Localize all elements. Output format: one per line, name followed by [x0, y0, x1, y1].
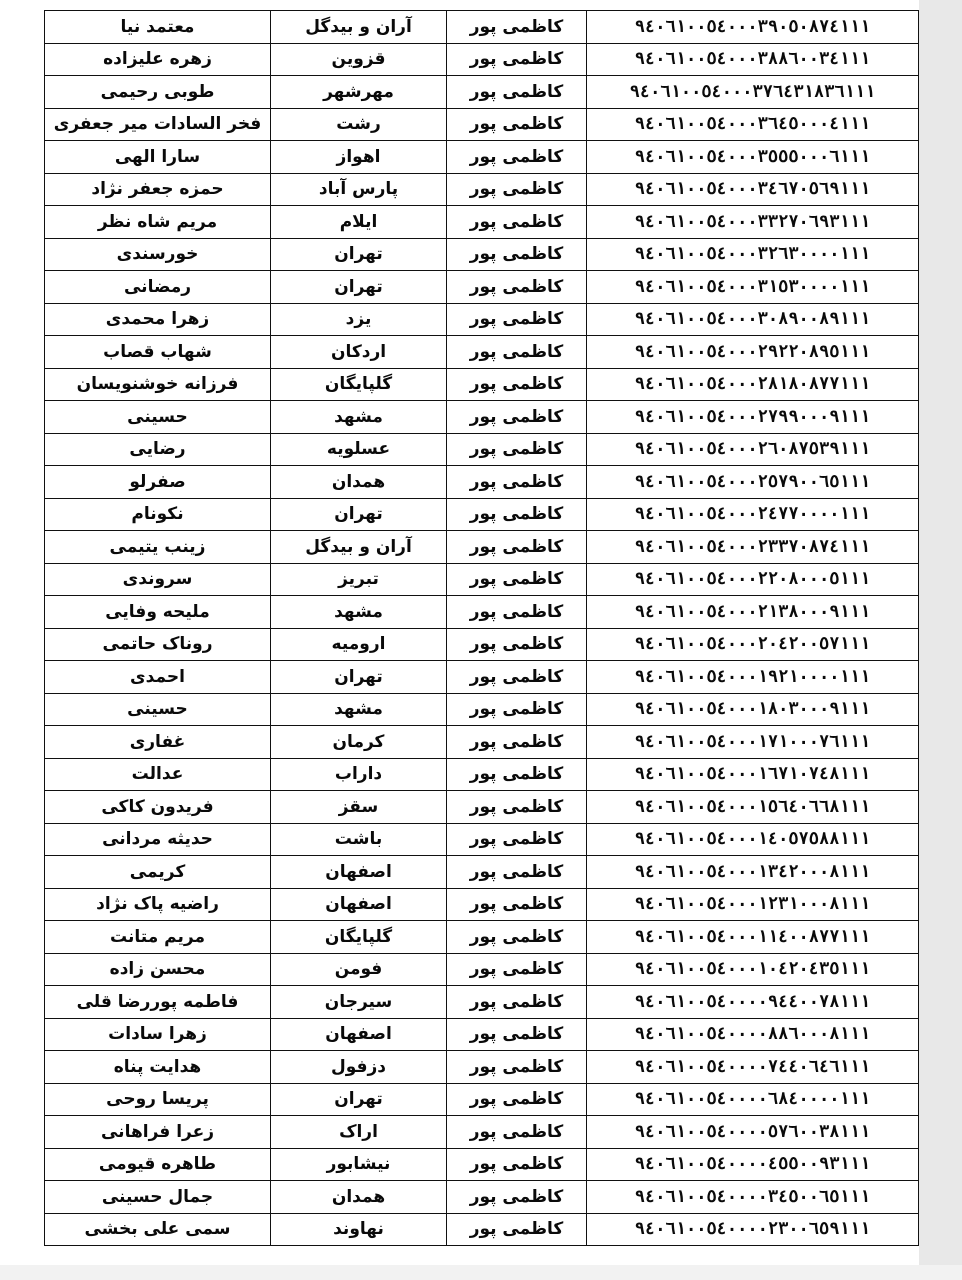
name-cell: هدایت پناه: [45, 1051, 271, 1084]
agent-cell: کاظمی پور: [447, 1181, 587, 1214]
code-cell: ۹٤۰٦۱۰۰٥٤۰۰۰۳۷٦٤۳۱۸۳٦۱۱۱: [587, 76, 919, 109]
table-row: [45, 1083, 919, 1116]
name-cell: رمضانی: [45, 271, 271, 304]
name-cell: فاطمه پوررضا قلی: [45, 986, 271, 1019]
agent-cell: کاظمی پور: [447, 141, 587, 174]
agent-cell: کاظمی پور: [447, 466, 587, 499]
code-cell: ۹٤۰٦۱۰۰٥٤۰۰۰۰٤٥٥۰۰۹۳۱۱۱: [587, 1148, 919, 1181]
table-row: [45, 401, 919, 434]
agent-cell: کاظمی پور: [447, 11, 587, 44]
agent-cell: کاظمی پور: [447, 791, 587, 824]
table-body: [45, 11, 919, 1246]
table-row: [45, 1213, 919, 1246]
table-row: [45, 108, 919, 141]
city-cell: گلپایگان: [271, 921, 447, 954]
name-cell: طوبی رحیمی: [45, 76, 271, 109]
table-row: [45, 1148, 919, 1181]
city-cell: دزفول: [271, 1051, 447, 1084]
table-row: [45, 206, 919, 239]
agent-cell: کاظمی پور: [447, 433, 587, 466]
city-cell: تبریز: [271, 563, 447, 596]
city-cell: آران و بیدگل: [271, 531, 447, 564]
name-cell: زعرا فراهانی: [45, 1116, 271, 1149]
code-cell: ۹٤۰٦۱۰۰٥٤۰۰۰۰٥۷٦۰۰۳۸۱۱۱: [587, 1116, 919, 1149]
city-cell: مشهد: [271, 596, 447, 629]
agent-cell: کاظمی پور: [447, 238, 587, 271]
name-cell: رضایی: [45, 433, 271, 466]
code-cell: ۹٤۰٦۱۰۰٥٤۰۰۰۲۱۳۸۰۰۰۹۱۱۱: [587, 596, 919, 629]
name-cell: سارا الهی: [45, 141, 271, 174]
city-cell: مهرشهر: [271, 76, 447, 109]
table-row: [45, 661, 919, 694]
agent-cell: کاظمی پور: [447, 76, 587, 109]
name-cell: مریم شاه نظر: [45, 206, 271, 239]
page-bottom-strip: [0, 1265, 962, 1280]
name-cell: نکونام: [45, 498, 271, 531]
name-cell: محسن زاده: [45, 953, 271, 986]
name-cell: زهره علیزاده: [45, 43, 271, 76]
code-cell: ۹٤۰٦۱۰۰٥٤۰۰۰۱۳٤۲۰۰۰۸۱۱۱: [587, 856, 919, 889]
table-row: [45, 271, 919, 304]
code-cell: ۹٤۰٦۱۰۰٥٤۰۰۰۱۷۱۰۰۰۷٦۱۱۱: [587, 726, 919, 759]
name-cell: جمال حسینی: [45, 1181, 271, 1214]
table-row: [45, 141, 919, 174]
city-cell: کرمان: [271, 726, 447, 759]
city-cell: باشت: [271, 823, 447, 856]
table-row: [45, 43, 919, 76]
agent-cell: کاظمی پور: [447, 206, 587, 239]
agent-cell: کاظمی پور: [447, 1018, 587, 1051]
code-cell: ۹٤۰٦۱۰۰٥٤۰۰۰۳۲٦۳۰۰۰۰۱۱۱: [587, 238, 919, 271]
agent-cell: کاظمی پور: [447, 1051, 587, 1084]
city-cell: مشهد: [271, 693, 447, 726]
code-cell: ۹٤۰٦۱۰۰٥٤۰۰۰۲٥۷۹۰۰٦٥۱۱۱: [587, 466, 919, 499]
name-cell: صفرلو: [45, 466, 271, 499]
agent-cell: کاظمی پور: [447, 986, 587, 1019]
code-cell: ۹٤۰٦۱۰۰٥٤۰۰۰۱٤۰٥۷٥۸۸۱۱۱: [587, 823, 919, 856]
name-cell: احمدی: [45, 661, 271, 694]
code-cell: ۹٤۰٦۱۰۰٥٤۰۰۰۱٥٦٤۰٦٦۸۱۱۱: [587, 791, 919, 824]
city-cell: همدان: [271, 466, 447, 499]
city-cell: نیشابور: [271, 1148, 447, 1181]
code-cell: ۹٤۰٦۱۰۰٥٤۰۰۰۲۰٤۲۰۰٥۷۱۱۱: [587, 628, 919, 661]
name-cell: سروندی: [45, 563, 271, 596]
agent-cell: کاظمی پور: [447, 693, 587, 726]
table-row: [45, 726, 919, 759]
code-cell: ۹٤۰٦۱۰۰٥٤۰۰۰۰۳٤٥۰۰٦٥۱۱۱: [587, 1181, 919, 1214]
code-cell: ۹٤۰٦۱۰۰٥٤۰۰۰۳۸۸٦۰۰۳٤۱۱۱: [587, 43, 919, 76]
table-row: [45, 628, 919, 661]
name-cell: سمی علی بخشی: [45, 1213, 271, 1246]
table-row: [45, 173, 919, 206]
code-cell: ۹٤۰٦۱۰۰٥٤۰۰۰۳٦٤٥۰۰۰٤۱۱۱: [587, 108, 919, 141]
code-cell: ۹٤۰٦۱۰۰٥٤۰۰۰۳۱٥۳۰۰۰۰۱۱۱: [587, 271, 919, 304]
code-cell: ۹٤۰٦۱۰۰٥٤۰۰۰۰۲۳۰۰٦٥۹۱۱۱: [587, 1213, 919, 1246]
code-cell: ۹٤۰٦۱۰۰٥٤۰۰۰۰۹٤٤۰۰۷۸۱۱۱: [587, 986, 919, 1019]
code-cell: ۹٤۰٦۱۰۰٥٤۰۰۰۰۷٤٤۰٦٤٦۱۱۱: [587, 1051, 919, 1084]
city-cell: تهران: [271, 271, 447, 304]
table-row: [45, 76, 919, 109]
table-row: [45, 986, 919, 1019]
page-margin-strip: [919, 0, 962, 1265]
code-cell: ۹٤۰٦۱۰۰٥٤۰۰۰۲۲۰۸۰۰۰٥۱۱۱: [587, 563, 919, 596]
name-cell: عدالت: [45, 758, 271, 791]
agent-cell: کاظمی پور: [447, 401, 587, 434]
city-cell: اردکان: [271, 336, 447, 369]
table-row: [45, 921, 919, 954]
agent-cell: کاظمی پور: [447, 303, 587, 336]
code-cell: ۹٤۰٦۱۰۰٥٤۰۰۰۲۸۱۸۰۸۷۷۱۱۱: [587, 368, 919, 401]
city-cell: اراک: [271, 1116, 447, 1149]
code-cell: ۹٤۰٦۱۰۰٥٤۰۰۰۳۹۰٥۰۸۷٤۱۱۱: [587, 11, 919, 44]
name-cell: حمزه جعفر نژاد: [45, 173, 271, 206]
name-cell: زهرا محمدی: [45, 303, 271, 336]
city-cell: ارومیه: [271, 628, 447, 661]
table-row: [45, 531, 919, 564]
table-row: [45, 823, 919, 856]
city-cell: پارس آباد: [271, 173, 447, 206]
table-row: [45, 336, 919, 369]
name-cell: حسینی: [45, 693, 271, 726]
table-row: [45, 498, 919, 531]
table-row: [45, 11, 919, 44]
city-cell: سیرجان: [271, 986, 447, 1019]
agent-cell: کاظمی پور: [447, 823, 587, 856]
table-row: [45, 563, 919, 596]
table-row: [45, 596, 919, 629]
table-row: [45, 856, 919, 889]
name-cell: پریسا روحی: [45, 1083, 271, 1116]
table-row: [45, 238, 919, 271]
table-row: [45, 888, 919, 921]
code-cell: ۹٤۰٦۱۰۰٥٤۰۰۰۲۷۹۹۰۰۰۹۱۱۱: [587, 401, 919, 434]
table-row: [45, 791, 919, 824]
city-cell: اصفهان: [271, 856, 447, 889]
city-cell: ایلام: [271, 206, 447, 239]
agent-cell: کاظمی پور: [447, 336, 587, 369]
name-cell: حسینی: [45, 401, 271, 434]
code-cell: ۹٤۰٦۱۰۰٥٤۰۰۰۳۳۲۷۰٦۹۳۱۱۱: [587, 206, 919, 239]
city-cell: اصفهان: [271, 888, 447, 921]
agent-cell: کاظمی پور: [447, 173, 587, 206]
table-row: [45, 693, 919, 726]
code-cell: ۹٤۰٦۱۰۰٥٤۰۰۰۱۲۳۱۰۰۰۸۱۱۱: [587, 888, 919, 921]
agent-cell: کاظمی پور: [447, 921, 587, 954]
code-cell: ۹٤۰٦۱۰۰٥٤۰۰۰۱۱٤۰۰۸۷۷۱۱۱: [587, 921, 919, 954]
code-cell: ۹٤۰٦۱۰۰٥٤۰۰۰۳۰۸۹۰۰۸۹۱۱۱: [587, 303, 919, 336]
city-cell: رشت: [271, 108, 447, 141]
city-cell: همدان: [271, 1181, 447, 1214]
table-row: [45, 1051, 919, 1084]
name-cell: فخر السادات میر جعفری: [45, 108, 271, 141]
city-cell: آران و بیدگل: [271, 11, 447, 44]
table-row: [45, 368, 919, 401]
agent-cell: کاظمی پور: [447, 368, 587, 401]
agent-cell: کاظمی پور: [447, 1148, 587, 1181]
table-row: [45, 433, 919, 466]
name-cell: روناک حاتمی: [45, 628, 271, 661]
agent-cell: کاظمی پور: [447, 888, 587, 921]
agent-cell: کاظمی پور: [447, 596, 587, 629]
name-cell: شهاب قصاب: [45, 336, 271, 369]
name-cell: طاهره قیومی: [45, 1148, 271, 1181]
name-cell: حدیثه مردانی: [45, 823, 271, 856]
agent-cell: کاظمی پور: [447, 661, 587, 694]
table-row: [45, 1018, 919, 1051]
agent-cell: کاظمی پور: [447, 726, 587, 759]
city-cell: تهران: [271, 238, 447, 271]
agent-cell: کاظمی پور: [447, 271, 587, 304]
name-cell: فرزانه خوشنویسان: [45, 368, 271, 401]
code-cell: ۹٤۰٦۱۰۰٥٤۰۰۰۱۰٤۲۰٤۳٥۱۱۱: [587, 953, 919, 986]
code-cell: ۹٤۰٦۱۰۰٥٤۰۰۰۲٤۷۷۰۰۰۰۱۱۱: [587, 498, 919, 531]
city-cell: یزد: [271, 303, 447, 336]
name-cell: فریدون کاکی: [45, 791, 271, 824]
name-cell: ملیحه وفایی: [45, 596, 271, 629]
agent-cell: کاظمی پور: [447, 531, 587, 564]
agent-cell: کاظمی پور: [447, 108, 587, 141]
name-cell: زهرا سادات: [45, 1018, 271, 1051]
code-cell: ۹٤۰٦۱۰۰٥٤۰۰۰۳٥٥٥۰۰۰٦۱۱۱: [587, 141, 919, 174]
code-cell: ۹٤۰٦۱۰۰٥٤۰۰۰۱۸۰۳۰۰۰۹۱۱۱: [587, 693, 919, 726]
city-cell: گلپایگان: [271, 368, 447, 401]
agent-cell: کاظمی پور: [447, 758, 587, 791]
name-cell: کریمی: [45, 856, 271, 889]
city-cell: تهران: [271, 1083, 447, 1116]
code-cell: ۹٤۰٦۱۰۰٥٤۰۰۰۳٤٦۷۰٥٦۹۱۱۱: [587, 173, 919, 206]
agent-cell: کاظمی پور: [447, 498, 587, 531]
name-cell: معتمد نیا: [45, 11, 271, 44]
table-row: [45, 1116, 919, 1149]
code-cell: ۹٤۰٦۱۰۰٥٤۰۰۰۲۳۳۷۰۸۷٤۱۱۱: [587, 531, 919, 564]
code-cell: ۹٤۰٦۱۰۰٥٤۰۰۰۲٦۰۸۷٥۳۹۱۱۱: [587, 433, 919, 466]
agent-cell: کاظمی پور: [447, 563, 587, 596]
code-cell: ۹٤۰٦۱۰۰٥٤۰۰۰۱٦۷۱۰۷٤۸۱۱۱: [587, 758, 919, 791]
table-row: [45, 758, 919, 791]
name-cell: زینب یتیمی: [45, 531, 271, 564]
agent-cell: کاظمی پور: [447, 1116, 587, 1149]
city-cell: قزوین: [271, 43, 447, 76]
agent-cell: کاظمی پور: [447, 43, 587, 76]
name-cell: خورسندی: [45, 238, 271, 271]
city-cell: عسلویه: [271, 433, 447, 466]
table-row: [45, 1181, 919, 1214]
name-cell: مریم متانت: [45, 921, 271, 954]
city-cell: مشهد: [271, 401, 447, 434]
table-row: [45, 953, 919, 986]
agent-cell: کاظمی پور: [447, 1083, 587, 1116]
city-cell: اصفهان: [271, 1018, 447, 1051]
city-cell: فومن: [271, 953, 447, 986]
city-cell: اهواز: [271, 141, 447, 174]
city-cell: تهران: [271, 661, 447, 694]
code-cell: ۹٤۰٦۱۰۰٥٤۰۰۰۱۹۲۱۰۰۰۰۱۱۱: [587, 661, 919, 694]
table-row: [45, 303, 919, 336]
city-cell: نهاوند: [271, 1213, 447, 1246]
table-row: [45, 466, 919, 499]
code-cell: ۹٤۰٦۱۰۰٥٤۰۰۰۰٦۸٤۰۰۰۰۱۱۱: [587, 1083, 919, 1116]
code-cell: ۹٤۰٦۱۰۰٥٤۰۰۰۲۹۲۲۰۸۹٥۱۱۱: [587, 336, 919, 369]
agent-cell: کاظمی پور: [447, 953, 587, 986]
data-table: [44, 10, 919, 1246]
agent-cell: کاظمی پور: [447, 856, 587, 889]
city-cell: تهران: [271, 498, 447, 531]
name-cell: راضیه پاک نژاد: [45, 888, 271, 921]
agent-cell: کاظمی پور: [447, 1213, 587, 1246]
agent-cell: کاظمی پور: [447, 628, 587, 661]
city-cell: سقز: [271, 791, 447, 824]
name-cell: غفاری: [45, 726, 271, 759]
code-cell: ۹٤۰٦۱۰۰٥٤۰۰۰۰۸۸٦۰۰۰۸۱۱۱: [587, 1018, 919, 1051]
city-cell: داراب: [271, 758, 447, 791]
